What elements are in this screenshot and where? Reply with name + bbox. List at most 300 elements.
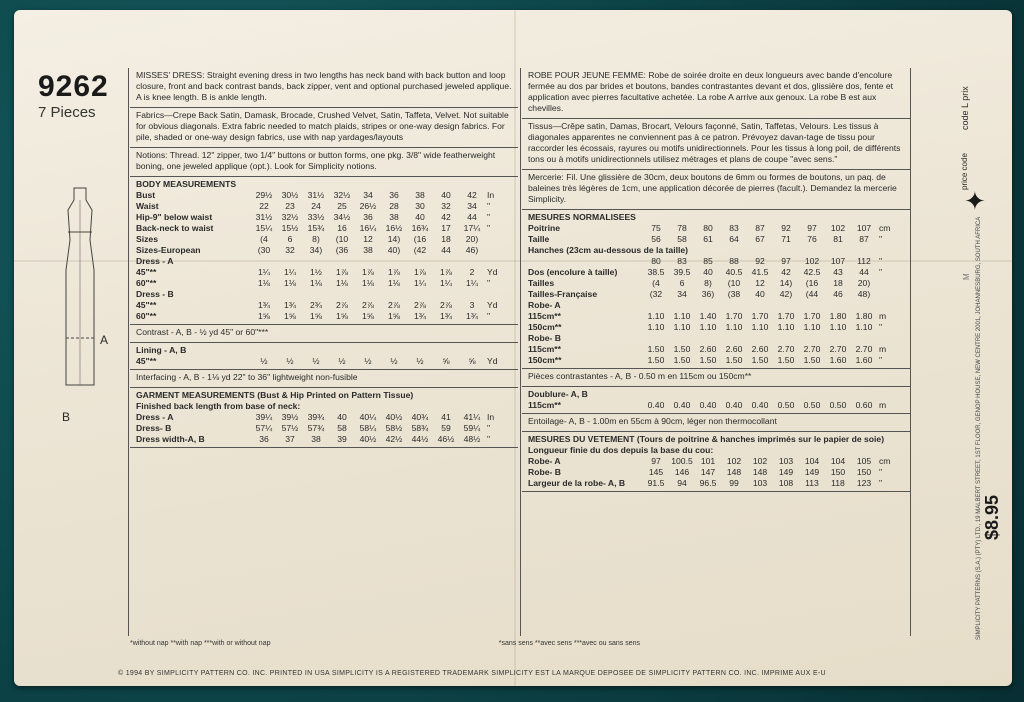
cell-value: 34: [467, 201, 477, 211]
cell-value: 91.5: [647, 478, 665, 488]
cell-value: 1.50: [777, 355, 795, 365]
cell-value: 42: [781, 267, 791, 277]
fabrics: Fabrics—Crepe Back Satin, Damask, Brocade, Crushed Velvet, Satin, Taffeta, Velvet. Not suitable for obvious diagonals. Extra fabric needed to match plaids, stripes or one-way design fabrics. For pile, shaded or one-way design fabrics, use with nap yardages/layouts: [130, 108, 518, 148]
table-row: [528, 234, 910, 245]
cell-value: 59: [441, 423, 451, 433]
table-row: [528, 467, 910, 478]
cell-value: (44: [805, 289, 819, 299]
cell-value: 1.50: [803, 355, 821, 365]
cell-value: 1⅛: [362, 278, 374, 288]
cell-value: ⅝: [442, 356, 450, 366]
cell-value: 44: [467, 212, 477, 222]
cell-value: 38.5: [647, 267, 665, 277]
row-label: 45"**: [136, 356, 157, 366]
cell-value: 1⅝: [258, 311, 270, 321]
cell-value: 56: [651, 234, 661, 244]
cell-value: 146: [674, 467, 690, 477]
cell-value: 1⅛: [388, 278, 400, 288]
cell-value: 1.80: [855, 311, 873, 321]
cell-value: 3: [469, 300, 475, 310]
cell-value: 6: [679, 278, 685, 288]
row-label: Dress - A: [136, 256, 174, 266]
view-a-label: A: [100, 333, 109, 347]
cell-value: 1¾: [414, 311, 426, 321]
unit: ": [487, 212, 491, 222]
piece-count: 7 Pieces: [38, 104, 96, 121]
cell-value: 1.70: [751, 311, 769, 321]
cell-value: 92: [755, 256, 765, 266]
row-label: Hip-9" below waist: [136, 212, 213, 222]
cell-value: 2: [469, 267, 475, 277]
table-row: [136, 311, 518, 322]
cell-value: 67: [755, 234, 765, 244]
cell-value: 76: [807, 234, 817, 244]
cell-value: 1¼: [414, 278, 426, 288]
cell-value: 48½: [463, 434, 481, 444]
cell-value: 2⅞: [388, 300, 400, 310]
cell-value: 1¾: [440, 311, 452, 321]
cell-value: 149: [804, 467, 820, 477]
cell-value: ½: [390, 356, 398, 366]
table-row: [528, 333, 910, 344]
cell-value: 107: [856, 223, 872, 233]
view-b-label: B: [62, 410, 71, 424]
table-row: [136, 434, 518, 445]
cell-value: ⅝: [468, 356, 476, 366]
cell-value: (32: [649, 289, 663, 299]
cell-value: 1.10: [725, 322, 743, 332]
interfacing: Entoilage- A, B - 1.00m en 55cm à 90cm, léger non thermocollant: [522, 414, 910, 432]
cell-value: 1.50: [725, 355, 743, 365]
cell-value: 41¼: [463, 412, 481, 422]
cell-value: 43: [833, 267, 843, 277]
cell-value: ½: [416, 356, 424, 366]
unit: ": [487, 201, 491, 211]
unit: [877, 278, 895, 289]
cell-value: 48): [857, 289, 871, 299]
table-row: [136, 256, 518, 267]
cell-value: 1.10: [751, 322, 769, 332]
cell-value: 1.60: [829, 355, 847, 365]
cell-value: ½: [286, 356, 294, 366]
cell-value: 46: [833, 289, 843, 299]
cell-value: 18: [833, 278, 843, 288]
cell-value: 22: [259, 201, 269, 211]
cell-value: 1.80: [829, 311, 847, 321]
cell-value: 1⅞: [414, 267, 426, 277]
cell-value: 123: [856, 478, 872, 488]
cell-value: 59¼: [463, 423, 481, 433]
table-row: [136, 234, 518, 245]
cell-value: 39¼: [255, 412, 273, 422]
side-panel: [952, 20, 1008, 660]
table-row: [136, 300, 518, 311]
row-label: Dress- B: [136, 423, 172, 433]
cell-value: (30: [257, 245, 271, 255]
garment-measurements: [522, 432, 910, 492]
english-column: [130, 68, 518, 448]
cell-value: 34: [677, 289, 687, 299]
cell-value: 1.70: [777, 311, 795, 321]
cell-value: 1.10: [647, 322, 665, 332]
cell-value: 1¾: [258, 300, 270, 310]
cell-value: 64: [729, 234, 739, 244]
unit: ": [879, 267, 883, 277]
cell-value: 75: [651, 223, 661, 233]
row-label: Tailles-Française: [528, 289, 598, 299]
cell-value: 40: [441, 190, 451, 200]
garment-subtitle: Longueur finie du dos depuis la base du cou:: [528, 445, 714, 455]
row-label: MESURES NORMALISEES: [528, 212, 636, 222]
cell-value: 104: [830, 456, 846, 466]
cell-value: 1⅛: [310, 278, 322, 288]
cell-value: 71: [781, 234, 791, 244]
cell-value: 57¼: [255, 423, 273, 433]
cell-value: ½: [338, 356, 346, 366]
unit: ": [487, 278, 491, 288]
cell-value: 97: [807, 223, 817, 233]
cell-value: 1⅝: [284, 311, 296, 321]
row-label: 45"**: [136, 267, 157, 277]
cell-value: 2¾: [310, 300, 322, 310]
unit: ": [487, 223, 491, 233]
cell-value: 31½: [307, 190, 325, 200]
cell-value: 1⅞: [336, 267, 348, 277]
dress-sketch: [40, 180, 120, 420]
unit: [877, 289, 895, 300]
unit: m: [879, 344, 887, 354]
cell-value: 83: [729, 223, 739, 233]
cell-value: 36: [389, 190, 399, 200]
maple-leaf-icon: ✦: [964, 186, 986, 216]
cell-value: 1⅝: [362, 311, 374, 321]
cell-value: 87: [859, 234, 869, 244]
cell-value: (16: [805, 278, 819, 288]
cell-value: ½: [312, 356, 320, 366]
row-label: Largeur de la robe- A, B: [528, 478, 626, 488]
cell-value: 1¼: [258, 267, 270, 277]
unit: Yd: [487, 356, 498, 366]
notions: Mercerie: Fil. Une glissière de 30cm, deux boutons de 6mm ou formes de boutons, un paq. de baleines très légères de 1cm, une application décorée de pierres (facult.). Demandez la mercerie Simplicity.: [522, 170, 910, 210]
cell-value: 97: [781, 256, 791, 266]
table-row: [528, 300, 910, 311]
cell-value: 30½: [281, 190, 299, 200]
cell-value: 14): [387, 234, 401, 244]
cell-value: 40¼: [359, 412, 377, 422]
garment-title: GARMENT MEASUREMENTS (Bust & Hip Printed on Pattern Tissue): [136, 390, 414, 400]
cell-value: 40): [387, 245, 401, 255]
cell-value: 150: [856, 467, 872, 477]
cell-value: 17¼: [463, 223, 481, 233]
cell-value: 8): [704, 278, 712, 288]
cell-value: 0.50: [777, 400, 795, 410]
table-row: [136, 190, 518, 201]
table-row: [136, 278, 518, 289]
cell-value: 1.10: [673, 322, 691, 332]
table-row: [136, 223, 518, 234]
cell-value: 147: [700, 467, 716, 477]
cell-value: (36: [335, 245, 349, 255]
unit: ": [487, 434, 491, 444]
cell-value: 97: [651, 456, 661, 466]
cell-value: 42.5: [803, 267, 821, 277]
cell-value: 1¾: [466, 311, 478, 321]
table-row: [528, 389, 910, 400]
cell-value: 78: [677, 223, 687, 233]
unit: Yd: [487, 267, 498, 277]
cell-value: 0.50: [829, 400, 847, 410]
lining: [522, 387, 910, 414]
cell-value: 2.60: [751, 344, 769, 354]
cell-value: 102: [752, 456, 768, 466]
cell-value: 39: [337, 434, 347, 444]
cell-value: 44: [859, 267, 869, 277]
unit: ": [879, 467, 883, 477]
cell-value: (16: [413, 234, 427, 244]
table-row: [136, 345, 518, 356]
description: ROBE POUR JEUNE FEMME: Robe de soirée droite en deux longueurs avec bande d'encolure fermée au dos par brides et boutons, bandes contrastantes devant et dos, glissière dos, fente et application avec pierres facultative achetée. La robe A arrive aux genoux. La robe B est aux chevilles.: [522, 68, 910, 119]
cell-value: 26½: [359, 201, 377, 211]
cell-value: 6: [287, 234, 293, 244]
cell-value: 0.40: [673, 400, 691, 410]
row-label: Dress width-A, B: [136, 434, 205, 444]
cell-value: 20): [465, 234, 479, 244]
row-label: 115cm**: [528, 400, 561, 410]
cell-value: 42½: [385, 434, 403, 444]
cell-value: 1⅛: [284, 278, 296, 288]
row-label: 115cm**: [528, 311, 561, 321]
table-row: [528, 245, 910, 256]
cell-value: 101: [700, 456, 716, 466]
cell-value: 30: [415, 201, 425, 211]
cell-value: 42: [441, 212, 451, 222]
row-label: 60"**: [136, 311, 157, 321]
table-row: [528, 344, 910, 355]
row-label: Lining - A, B: [136, 345, 187, 355]
cell-value: 44½: [411, 434, 429, 444]
table-row: [528, 355, 910, 366]
cell-value: 1.10: [803, 322, 821, 332]
footnotes: [130, 640, 910, 647]
cell-value: 12: [363, 234, 373, 244]
unit: ": [879, 355, 883, 365]
cell-value: 105: [856, 456, 872, 466]
notions: Notions: Thread. 12" zipper, two 1/4" buttons or button forms, one pkg. 3/8" wide featherweight boning, one jeweled applique (opt.). Look for Simplicity notions.: [130, 148, 518, 177]
cell-value: 41: [441, 412, 451, 422]
cell-value: 0.40: [725, 400, 743, 410]
cell-value: (4: [652, 278, 660, 288]
garment-measurements: [130, 388, 518, 448]
cell-value: 1¼: [284, 267, 296, 277]
cell-value: 40: [703, 267, 713, 277]
description: MISSES' DRESS: Straight evening dress in two lengths has neck band with back button and loop closure, front and back contrast bands, back zipper, vent and optional purchased jeweled applique. A is knee length. B is ankle length.: [130, 68, 518, 108]
cell-value: 1.50: [751, 355, 769, 365]
row-label: BODY MEASUREMENTS: [136, 179, 237, 189]
garment-subtitle: Finished back length from base of neck:: [136, 401, 301, 411]
cell-value: 16¾: [411, 223, 429, 233]
cell-value: 2⅞: [362, 300, 374, 310]
cell-value: 118: [831, 478, 845, 488]
table-row: [136, 356, 518, 367]
cell-value: ½: [364, 356, 372, 366]
row-label: Dos (encolure à taille): [528, 267, 618, 277]
cell-value: 57½: [281, 423, 299, 433]
cell-value: 1¼: [440, 278, 452, 288]
unit: cm: [879, 223, 891, 233]
cell-value: (38: [727, 289, 741, 299]
cell-value: 1⅛: [258, 278, 270, 288]
cell-value: 1.10: [855, 322, 873, 332]
row-label: Hanches (23cm au-dessous de la taille): [528, 245, 688, 255]
cell-value: 32: [285, 245, 295, 255]
cell-value: 1.50: [673, 355, 691, 365]
row-label: Tailles: [528, 278, 555, 288]
cell-value: 37: [285, 434, 295, 444]
cell-value: 40.5: [725, 267, 743, 277]
cell-value: 58½: [385, 423, 403, 433]
unit: m: [879, 311, 887, 321]
table-row: [528, 478, 910, 489]
table-row: [136, 412, 518, 423]
row-label: 150cm**: [528, 355, 562, 365]
cell-value: 31½: [255, 212, 273, 222]
table-row: [136, 212, 518, 223]
cell-value: 2.70: [829, 344, 847, 354]
row-label: Taille: [528, 234, 550, 244]
cell-value: 33½: [307, 212, 325, 222]
cell-value: 87: [755, 223, 765, 233]
cell-value: 94: [677, 478, 687, 488]
cell-value: 102: [830, 223, 846, 233]
cell-value: 57¾: [307, 423, 325, 433]
size-m: M: [962, 273, 971, 280]
cell-value: 61: [703, 234, 713, 244]
code-label: code L prix: [960, 86, 970, 130]
cell-value: 88: [729, 256, 739, 266]
cell-value: 58: [677, 234, 687, 244]
cell-value: (10: [335, 234, 349, 244]
row-label: Dress - B: [136, 289, 174, 299]
cell-value: 32½: [281, 212, 299, 222]
cell-value: 1.50: [647, 344, 665, 354]
table-row: [528, 322, 910, 333]
cell-value: 15½: [281, 223, 299, 233]
table-row: [136, 245, 518, 256]
cell-value: 92: [781, 223, 791, 233]
cell-value: 1.70: [725, 311, 743, 321]
cell-value: 107: [830, 256, 846, 266]
copyright: © 1994 BY SIMPLICITY PATTERN CO. INC. PRINTED IN USA SIMPLICITY IS A REGISTERED TRADEMARK SIMPLICITY EST LA MARQUE DEPOSEE DE SIMPLICITY PATTERN CO. INC. IMPRIME AUX E-U: [118, 670, 826, 677]
cell-value: 83: [677, 256, 687, 266]
cell-value: 1.10: [777, 322, 795, 332]
cell-value: 23: [285, 201, 295, 211]
yardage-table: [130, 177, 518, 325]
cell-value: 1.10: [647, 311, 665, 321]
cell-value: 15¼: [255, 223, 273, 233]
price-code-label: price code: [960, 153, 969, 190]
row-label: 115cm**: [528, 344, 561, 354]
cell-value: 1⅞: [362, 267, 374, 277]
cell-value: (4: [260, 234, 268, 244]
cell-value: 1.10: [829, 322, 847, 332]
row-label: Robe- A: [528, 456, 561, 466]
cell-value: 38: [415, 190, 425, 200]
unit: ": [879, 322, 883, 332]
cell-value: 103: [778, 456, 794, 466]
cell-value: 38: [311, 434, 321, 444]
cell-value: 15¾: [307, 223, 325, 233]
row-label: Robe- A: [528, 300, 561, 310]
cell-value: 104: [804, 456, 820, 466]
cell-value: 1⅞: [440, 267, 452, 277]
price: $8.95: [982, 494, 1002, 540]
cell-value: 80: [651, 256, 661, 266]
row-label: Sizes: [136, 234, 158, 244]
table-row: [528, 212, 910, 223]
cell-value: 145: [648, 467, 664, 477]
cell-value: 39½: [281, 412, 299, 422]
cell-value: 36: [259, 434, 269, 444]
cell-value: 34: [363, 190, 373, 200]
row-label: 60"**: [136, 278, 157, 288]
cell-value: 17: [441, 223, 451, 233]
cell-value: (10: [727, 278, 741, 288]
cell-value: 8): [312, 234, 320, 244]
table-row: [136, 201, 518, 212]
cell-value: 113: [805, 478, 819, 488]
lining: [130, 343, 518, 370]
cell-value: 2.60: [725, 344, 743, 354]
cell-value: 1.50: [699, 355, 717, 365]
cell-value: 0.40: [699, 400, 717, 410]
cell-value: 36: [363, 212, 373, 222]
cell-value: 32: [441, 201, 451, 211]
cell-value: 102: [804, 256, 820, 266]
row-label: Dress - A: [136, 412, 174, 422]
divider: [520, 68, 521, 636]
table-row: [528, 267, 910, 278]
cell-value: 1⅞: [388, 267, 400, 277]
address: SIMPLICITY PATTERNS (S.A.) (PTY) LTD., 19 MALBERT STREET, 1ST FLOOR, GENOP HOUSE, NEW CENTRE 2001, JOHANNESBURG, SOUTH AFRICA: [976, 216, 982, 640]
unit: cm: [879, 456, 891, 466]
cell-value: 1.10: [673, 311, 691, 321]
cell-value: 2⅞: [440, 300, 452, 310]
cell-value: 34): [309, 245, 323, 255]
cell-value: 34½: [333, 212, 351, 222]
cell-value: 99: [729, 478, 739, 488]
cell-value: 40½: [385, 412, 403, 422]
unit: [485, 234, 503, 245]
cell-value: 1⅝: [388, 311, 400, 321]
interfacing: Interfacing - A, B - 1⅛ yd 22" to 36" lightweight non-fusible: [130, 370, 518, 388]
cell-value: 149: [778, 467, 794, 477]
cell-value: 1⅝: [336, 311, 348, 321]
cell-value: 100.5: [671, 456, 693, 466]
unit: [485, 245, 503, 256]
yardage-table: [522, 210, 910, 369]
cell-value: 46): [465, 245, 479, 255]
unit: ": [879, 256, 883, 266]
unit: m: [879, 400, 887, 410]
table-row: [528, 289, 910, 300]
footnote-fr: *sans sens **avec sens ***avec ou sans sens: [498, 640, 640, 647]
table-row: [528, 223, 910, 234]
fabrics: Tissus—Crêpe satin, Damas, Brocart, Velours façonné, Satin, Taffetas, Velours. Les tissus à diagonales apparentes ne conviennent pas à ce patron. Prévoyez davan-tage de tissu pour raccorder les écossais, rayures ou motifs unidirectionnels. Pour les tissus à long poil, de différents tons ou à motifs unidirectionnels utilisez métrages et plans de coupe "avec sens.": [522, 119, 910, 170]
cell-value: 40: [337, 412, 347, 422]
row-label: [528, 256, 643, 267]
cell-value: 0.40: [647, 400, 665, 410]
cell-value: 1⅝: [310, 311, 322, 321]
